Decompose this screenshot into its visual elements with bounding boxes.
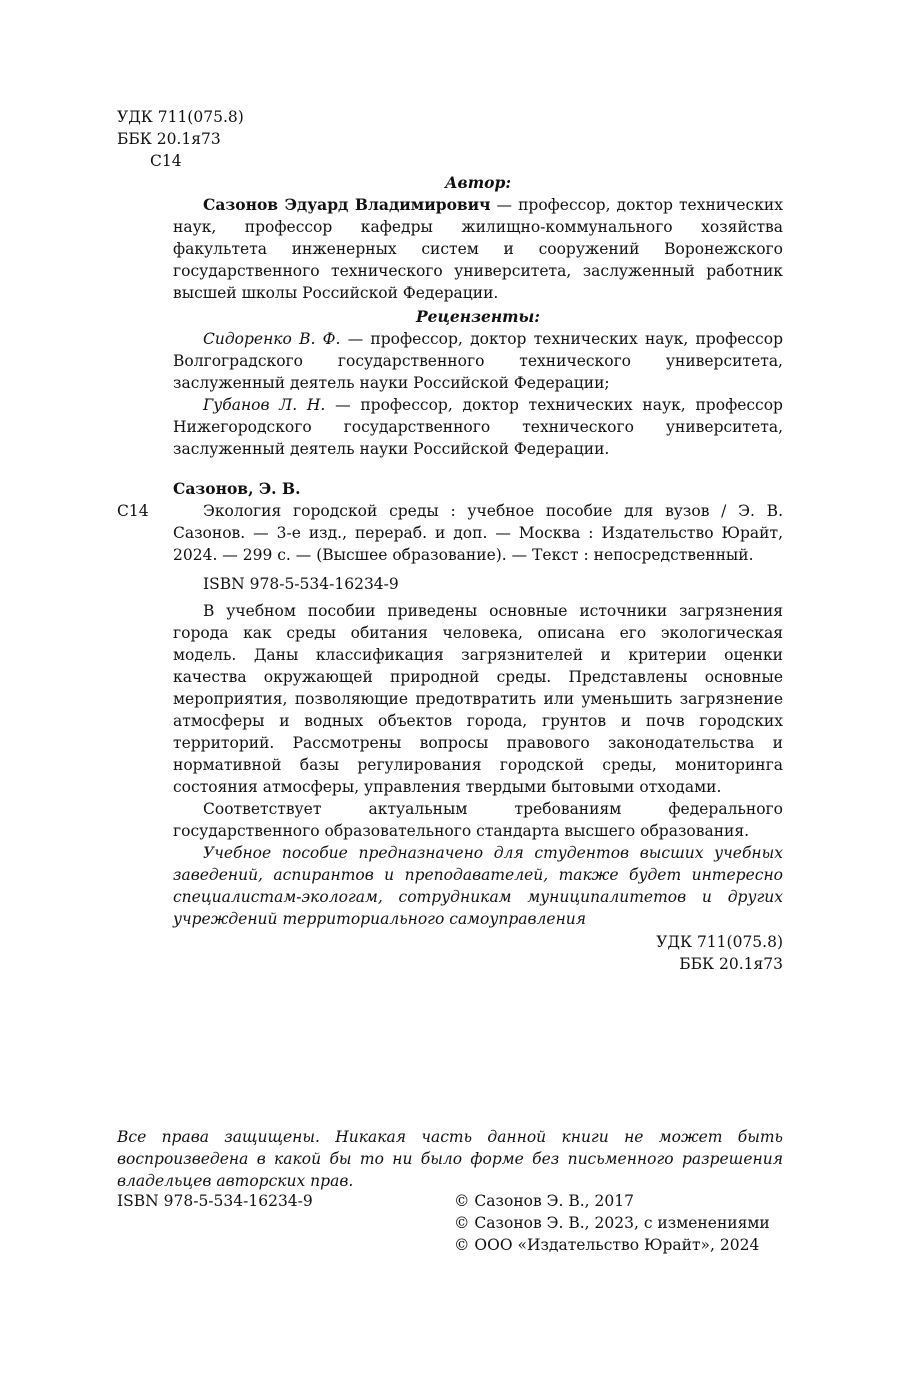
author-code-top: С14 <box>150 152 182 170</box>
reviewer-1 <box>173 328 783 394</box>
author-description: — профессор, доктор технических наук, профессор кафедры жилищно-коммунального хозяйства факультета инженерных систем и сооружений Воронежского государственного технического университета, заслуженный работник высшей школы Российской Федерации. <box>173 196 783 302</box>
isbn-line: ISBN 978-5-534-16234-9 <box>203 575 399 593</box>
reviewer-2-name: Губанов Л. Н. <box>203 396 326 414</box>
abstract-paragraph-3: Учебное пособие предназначено для студентов высших учебных заведений, аспирантов и преподавателей, также будет интересно специалистам-экологам, сотрудникам муниципалитетов и других учреждений территориального самоуправления <box>173 844 783 928</box>
reviewer-2-description: — профессор, доктор технических наук, профессор Нижегородского государственного технического университета, заслуженный деятель науки Российской Федерации. <box>173 396 783 458</box>
biblio-description: Экология городской среды : учебное пособие для вузов / Э. В. Сазонов. — 3-е изд., перераб. и доп. — Москва : Издательство Юрайт, 2024. — 299 с. — (Высшее образование). — Текст : непосредственный. <box>173 502 783 564</box>
reviewer-1-name: Сидоренко В. Ф. <box>203 330 341 348</box>
copyright-line: © Сазонов Э. В., 2023, с изменениями <box>454 1214 770 1232</box>
copyright-line: © ООО «Издательство Юрайт», 2024 <box>454 1236 760 1254</box>
biblio-author: Сазонов, Э. В. <box>173 479 301 498</box>
abstract-paragraph-1: В учебном пособии приведены основные источники загрязнения города как среды обитания человека, описана его экологическая модель. Даны классификация загрязнителей и критерии оценки качества окружающей природной среды. Представлены основные мероприятия, позволяющие предотвратить или уменьшить загрязнение атмосферы и водных объектов города, грунтов и почв городских территорий. Рассмотрены вопросы правового законодательства и нормативной базы регулирования городской среды, мониторинга состояния атмосферы, управления твердыми бытовыми отходами. <box>173 602 783 796</box>
footer-isbn: ISBN 978-5-534-16234-9 <box>117 1192 313 1210</box>
biblio-code: С14 <box>117 502 149 520</box>
abstract-paragraph-2: Соответствует актуальным требованиям федерального государственного образовательного стандарта высшего образования. <box>173 800 783 840</box>
reviewer-1-description: — профессор, доктор технических наук, профессор Волгоградского государственного технического университета, заслуженный деятель науки Российской Федерации; <box>173 330 783 392</box>
author-paragraph <box>173 194 783 304</box>
rights-notice: Все права защищены. Никакая часть данной книги не может быть воспроизведена в какой бы то ни было форме без письменного разрешения владельцев авторских прав. <box>117 1128 783 1190</box>
reviewers-heading: Рецензенты: <box>415 307 541 326</box>
reviewer-2 <box>173 394 783 460</box>
bbk-top: ББК 20.1я73 <box>117 130 221 148</box>
udk-bottom: УДК 711(075.8) <box>656 933 783 951</box>
copyright-line: © Сазонов Э. В., 2017 <box>454 1192 634 1210</box>
bbk-bottom: ББК 20.1я73 <box>679 955 783 973</box>
author-name: Сазонов Эдуард Владимирович <box>203 195 491 214</box>
author-heading: Автор: <box>444 173 512 192</box>
udk-top: УДК 711(075.8) <box>117 108 244 126</box>
copyright-block <box>454 1190 770 1256</box>
